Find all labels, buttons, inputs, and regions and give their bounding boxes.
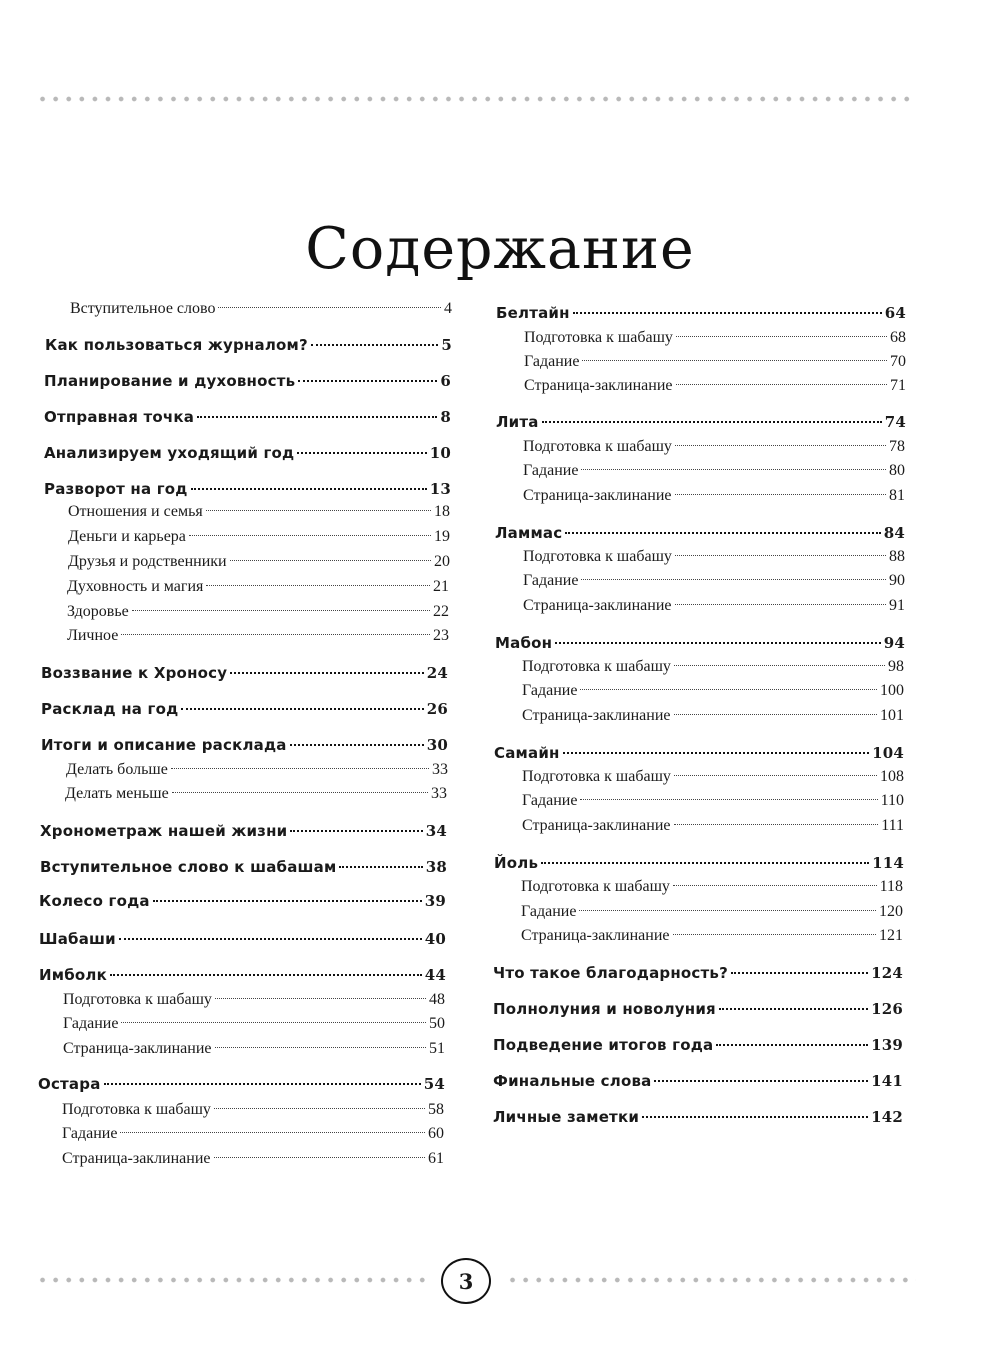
- toc-entry-page: 38: [425, 858, 447, 876]
- toc-entry: [39, 966, 446, 984]
- toc-entry-page: 84: [883, 524, 905, 542]
- toc-entry: [523, 462, 905, 480]
- toc-entry: [44, 480, 451, 498]
- toc-entry-title: Полнолуния и новолуния: [493, 1000, 716, 1018]
- toc-entry: [523, 572, 905, 590]
- dot-leader: [675, 445, 886, 446]
- dot-leader: [290, 744, 424, 746]
- toc-entry-page: 74: [884, 413, 906, 431]
- dot-leader: [580, 689, 877, 690]
- toc-entry-page: 141: [871, 1072, 903, 1090]
- toc-entry-title: Йоль: [494, 854, 539, 872]
- toc-entry-title: Ламмас: [495, 524, 563, 542]
- toc-entry: [45, 336, 452, 354]
- toc-entry: [62, 1150, 444, 1168]
- dot-leader: [119, 938, 422, 940]
- dot-leader: [191, 488, 427, 490]
- toc-entry-title: Как пользоваться журналом?: [45, 336, 308, 354]
- toc-entry: [39, 892, 446, 910]
- toc-entry-title: Гадание: [521, 903, 577, 920]
- toc-entry-title: Друзья и родственники: [68, 553, 227, 570]
- toc-entry: [522, 792, 904, 810]
- toc-entry: [494, 854, 904, 872]
- dot-leader: [676, 336, 887, 337]
- toc-entry-page: 50: [429, 1015, 445, 1032]
- dot-leader: [311, 344, 438, 346]
- toc-entry-page: 114: [872, 854, 904, 872]
- dot-leader: [581, 469, 886, 470]
- toc-entry: [522, 817, 904, 835]
- toc-entry-title: Страница-заклинание: [523, 487, 672, 504]
- toc-entry: [522, 682, 904, 700]
- toc-entry-title: Вступительное слово: [70, 300, 216, 317]
- toc-entry-title: Подготовка к шабашу: [522, 658, 671, 675]
- toc-entry-title: Вступительное слово к шабашам: [40, 858, 337, 876]
- toc-entry-page: 88: [889, 548, 905, 565]
- toc-entry: [522, 658, 904, 676]
- dot-leader: [172, 792, 428, 793]
- toc-entry-title: Колесо года: [39, 892, 150, 910]
- dot-leader: [675, 494, 887, 495]
- toc-entry-page: 61: [428, 1150, 444, 1167]
- toc-entry: [62, 1101, 444, 1119]
- dot-leader: [214, 1157, 426, 1158]
- dot-leader: [676, 384, 888, 385]
- bottom-dotted-rule-left: [36, 1276, 431, 1284]
- toc-entry-page: 70: [890, 353, 906, 370]
- dot-leader: [565, 532, 880, 534]
- toc-entry: [68, 528, 450, 546]
- toc-entry-title: Страница-заклинание: [522, 817, 671, 834]
- toc-entry-page: 13: [429, 480, 451, 498]
- toc-entry-page: 110: [880, 792, 904, 809]
- toc-entry: [63, 1015, 445, 1033]
- toc-entry: [67, 603, 449, 621]
- toc-entry-page: 33: [431, 785, 447, 802]
- dot-leader: [171, 768, 429, 769]
- dot-leader: [298, 380, 437, 382]
- toc-entry: [44, 372, 451, 390]
- toc-entry-page: 104: [872, 744, 904, 762]
- toc-entry: [41, 736, 448, 754]
- toc-entry-page: 19: [434, 528, 450, 545]
- toc-entry-page: 90: [889, 572, 905, 589]
- toc-entry: [523, 548, 905, 566]
- toc-entry: [65, 785, 447, 803]
- dot-leader: [675, 604, 887, 605]
- toc-entry-page: 44: [424, 966, 446, 984]
- dot-leader: [121, 634, 430, 635]
- dot-leader: [121, 1022, 426, 1023]
- dot-leader: [214, 1108, 425, 1109]
- toc-entry-page: 98: [888, 658, 904, 675]
- toc-entry-page: 5: [441, 336, 452, 354]
- toc-entry: [66, 761, 448, 779]
- toc-entry-page: 6: [440, 372, 451, 390]
- dot-leader: [215, 1047, 427, 1048]
- toc-entry-title: Духовность и магия: [67, 578, 204, 595]
- toc-entry-page: 94: [883, 634, 905, 652]
- toc-entry: [68, 553, 450, 571]
- toc-entry-page: 60: [428, 1125, 444, 1142]
- dot-leader: [290, 830, 422, 832]
- dot-leader: [218, 307, 441, 308]
- dot-leader: [673, 934, 877, 935]
- toc-entry-page: 81: [889, 487, 905, 504]
- toc-entry: [493, 1036, 903, 1054]
- dot-leader: [197, 416, 437, 418]
- page-number: 3: [458, 1268, 474, 1294]
- toc-entry-title: Подготовка к шабашу: [521, 878, 670, 895]
- toc-entry-page: 4: [444, 300, 452, 317]
- toc-entry-page: 78: [889, 438, 905, 455]
- page-number-badge: [441, 1258, 491, 1304]
- toc-entry: [493, 964, 903, 982]
- dot-leader: [110, 974, 422, 976]
- toc-entry-page: 39: [424, 892, 446, 910]
- dot-leader: [674, 775, 877, 776]
- dot-leader: [541, 862, 869, 864]
- toc-entry-title: Имболк: [39, 966, 107, 984]
- dot-leader: [132, 610, 430, 611]
- dot-leader: [555, 642, 881, 644]
- toc-entry: [44, 444, 451, 462]
- toc-entry: [493, 1000, 903, 1018]
- toc-entry: [39, 930, 446, 948]
- toc-entry: [41, 700, 448, 718]
- page-title: Содержание: [305, 216, 695, 283]
- dot-leader: [563, 752, 869, 754]
- dot-leader: [215, 998, 426, 999]
- dot-leader: [731, 972, 868, 974]
- toc-entry-page: 48: [429, 991, 445, 1008]
- dot-leader: [153, 900, 422, 902]
- toc-entry: [521, 903, 903, 921]
- toc-entry: [68, 503, 450, 521]
- toc-entry-page: 51: [429, 1040, 445, 1057]
- toc-entry-page: 139: [871, 1036, 903, 1054]
- toc-entry-title: Подготовка к шабашу: [524, 329, 673, 346]
- toc-entry-title: Деньги и карьера: [68, 528, 186, 545]
- toc-entry-title: Подведение итогов года: [493, 1036, 714, 1054]
- toc-entry-title: Страница-заклинание: [521, 927, 670, 944]
- toc-entry-page: 64: [884, 304, 906, 322]
- toc-entry-title: Гадание: [63, 1015, 119, 1032]
- toc-entry-page: 100: [880, 682, 904, 699]
- dot-leader: [542, 421, 882, 423]
- bottom-dotted-rule-right: [506, 1276, 916, 1284]
- dot-leader: [674, 824, 879, 825]
- toc-entry-page: 126: [871, 1000, 903, 1018]
- toc-entry-page: 18: [434, 503, 450, 520]
- toc-entry-title: Гадание: [522, 682, 578, 699]
- toc-entry-page: 21: [433, 578, 449, 595]
- dot-leader: [719, 1008, 868, 1010]
- toc-entry: [523, 438, 905, 456]
- toc-entry: [70, 300, 452, 318]
- toc-entry-title: Страница-заклинание: [62, 1150, 211, 1167]
- toc-entry-title: Гадание: [524, 353, 580, 370]
- toc-entry: [521, 878, 903, 896]
- toc-entry-title: Белтайн: [496, 304, 570, 322]
- toc-entry-page: 26: [426, 700, 448, 718]
- toc-entry-title: Здоровье: [67, 603, 129, 620]
- toc-entry-page: 120: [879, 903, 903, 920]
- toc-entry-title: Разворот на год: [44, 480, 188, 498]
- toc-entry: [63, 1040, 445, 1058]
- dot-leader: [674, 665, 885, 666]
- dot-leader: [206, 510, 431, 511]
- toc-entry: [44, 408, 451, 426]
- dot-leader: [189, 535, 431, 536]
- toc-entry-page: 40: [424, 930, 446, 948]
- toc-entry: [495, 524, 905, 542]
- dot-leader: [581, 579, 886, 580]
- toc-entry-page: 68: [890, 329, 906, 346]
- toc-entry-page: 118: [879, 878, 903, 895]
- toc-entry-title: Страница-заклинание: [522, 707, 671, 724]
- dot-leader: [716, 1044, 868, 1046]
- toc-entry-page: 30: [426, 736, 448, 754]
- dot-leader: [674, 714, 878, 715]
- toc-entry: [524, 353, 906, 371]
- toc-entry-page: 20: [434, 553, 450, 570]
- toc-entry-title: Анализируем уходящий год: [44, 444, 295, 462]
- toc-entry-title: Подготовка к шабашу: [523, 438, 672, 455]
- toc-entry: [40, 822, 447, 840]
- toc-entry: [38, 1075, 445, 1093]
- toc-entry-page: 71: [890, 377, 906, 394]
- toc-entry-title: Гадание: [523, 572, 579, 589]
- toc-entry-title: Страница-заклинание: [523, 597, 672, 614]
- toc-entry: [63, 991, 445, 1009]
- toc-entry-page: 22: [433, 603, 449, 620]
- dot-leader: [573, 312, 882, 314]
- toc-entry-page: 80: [889, 462, 905, 479]
- toc-entry-title: Страница-заклинание: [63, 1040, 212, 1057]
- toc-entry-page: 91: [889, 597, 905, 614]
- toc-entry-title: Лита: [496, 413, 539, 431]
- dot-leader: [297, 452, 426, 454]
- toc-entry-title: Подготовка к шабашу: [63, 991, 212, 1008]
- toc-entry: [523, 597, 905, 615]
- toc-entry: [524, 377, 906, 395]
- toc-entry-page: 124: [871, 964, 903, 982]
- toc-entry: [524, 329, 906, 347]
- toc-entry-page: 33: [432, 761, 448, 778]
- dot-leader: [104, 1083, 421, 1085]
- dot-leader: [206, 585, 430, 586]
- toc-entry-title: Расклад на год: [41, 700, 179, 718]
- toc-entry-title: Гадание: [62, 1125, 118, 1142]
- toc-entry-page: 111: [881, 817, 904, 834]
- toc-entry-page: 101: [880, 707, 904, 724]
- toc-entry-page: 10: [429, 444, 451, 462]
- toc-entry-title: Отправная точка: [44, 408, 195, 426]
- toc-entry-title: Отношения и семья: [68, 503, 203, 520]
- dot-leader: [642, 1116, 868, 1118]
- toc-entry-title: Мабон: [495, 634, 553, 652]
- dot-leader: [230, 560, 431, 561]
- toc-entry: [67, 627, 449, 645]
- dot-leader: [181, 708, 423, 710]
- toc-entry-page: 23: [433, 627, 449, 644]
- dot-leader: [673, 885, 877, 886]
- toc-entry-title: Страница-заклинание: [524, 377, 673, 394]
- toc-entry-title: Планирование и духовность: [44, 372, 296, 390]
- toc-entry-title: Личное: [67, 627, 119, 644]
- toc-entry-title: Хронометраж нашей жизни: [40, 822, 288, 840]
- dot-leader: [579, 910, 876, 911]
- toc-entry-page: 121: [879, 927, 903, 944]
- toc-entry-title: Самайн: [494, 744, 560, 762]
- toc-entry: [41, 664, 448, 682]
- toc-entry-page: 54: [423, 1075, 445, 1093]
- dot-leader: [230, 672, 424, 674]
- dot-leader: [339, 866, 422, 868]
- toc-entry-title: Личные заметки: [493, 1108, 640, 1126]
- toc-entry-title: Финальные слова: [493, 1072, 652, 1090]
- dot-leader: [120, 1132, 425, 1133]
- toc-entry-title: Гадание: [523, 462, 579, 479]
- toc-entry-title: Воззвание к Хроносу: [41, 664, 228, 682]
- toc-entry: [67, 578, 449, 596]
- toc-entry: [493, 1072, 903, 1090]
- dot-leader: [654, 1080, 868, 1082]
- toc-entry: [522, 707, 904, 725]
- toc-entry-title: Подготовка к шабашу: [522, 768, 671, 785]
- toc-entry: [521, 927, 903, 945]
- toc-entry-page: 24: [426, 664, 448, 682]
- toc-entry-title: Остара: [38, 1075, 101, 1093]
- toc-entry: [495, 634, 905, 652]
- toc-entry-title: Итоги и описание расклада: [41, 736, 287, 754]
- dot-leader: [582, 360, 887, 361]
- dot-leader: [580, 799, 877, 800]
- toc-entry: [496, 413, 906, 431]
- toc-entry-title: Делать меньше: [65, 785, 169, 802]
- toc-entry: [496, 304, 906, 322]
- toc-entry: [40, 858, 447, 876]
- toc-entry-title: Подготовка к шабашу: [523, 548, 672, 565]
- toc-entry-title: Шабаши: [39, 930, 116, 948]
- toc-entry: [494, 744, 904, 762]
- toc-entry-page: 108: [880, 768, 904, 785]
- toc-entry-page: 142: [871, 1108, 903, 1126]
- toc-entry-page: 8: [440, 408, 451, 426]
- toc-entry-page: 58: [428, 1101, 444, 1118]
- toc-entry-title: Что такое благодарность?: [493, 964, 728, 982]
- toc-entry: [62, 1125, 444, 1143]
- dot-leader: [675, 555, 886, 556]
- top-dotted-rule: [36, 95, 916, 103]
- toc-entry-title: Гадание: [522, 792, 578, 809]
- toc-entry-title: Подготовка к шабашу: [62, 1101, 211, 1118]
- toc-entry: [523, 487, 905, 505]
- toc-entry-page: 34: [425, 822, 447, 840]
- toc-entry-title: Делать больше: [66, 761, 168, 778]
- toc-entry: [522, 768, 904, 786]
- toc-entry: [493, 1108, 903, 1126]
